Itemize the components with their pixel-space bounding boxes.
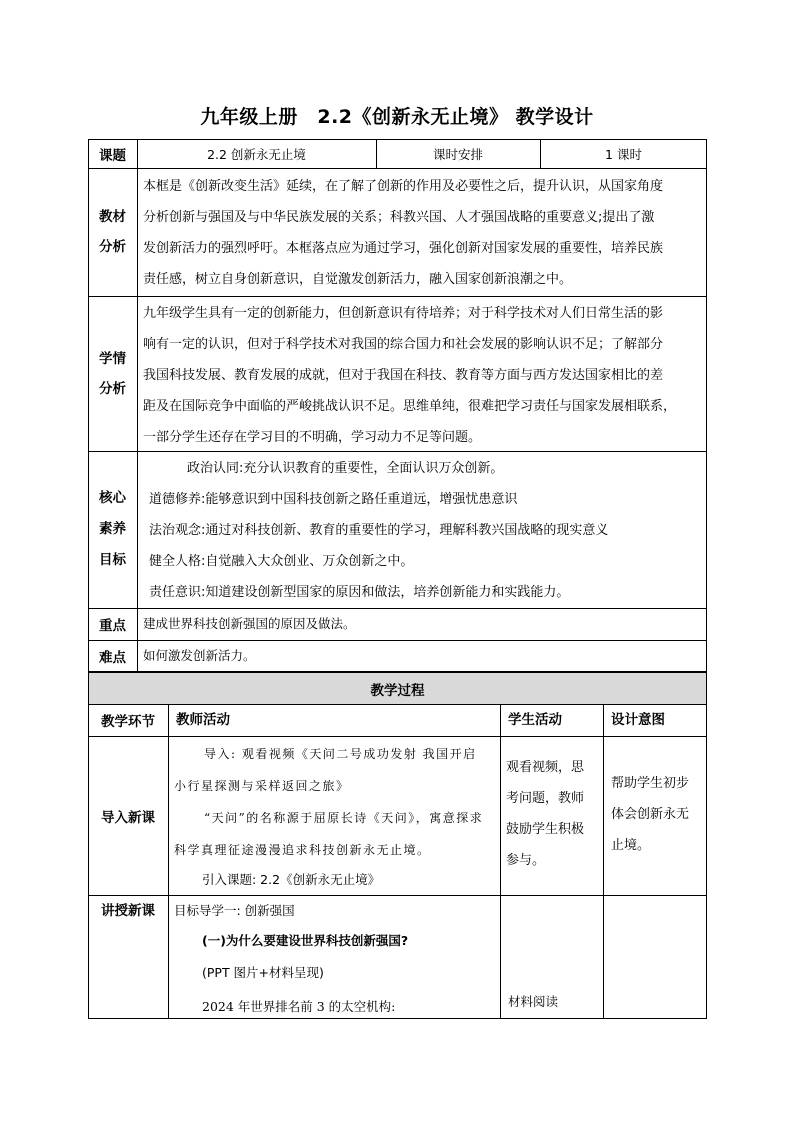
student-line: 响有一定的认识，但对于科学技术对我国的综合国力和社会发展的影响认识不足；了解部分: [143, 337, 664, 352]
col-header-intent: 设计意图: [611, 712, 665, 728]
material-line: 本框是《创新改变生活》延续，在了解了创新的作用及必要性之后，提升认识，从国家角度: [143, 179, 664, 194]
material-analysis-text: [143, 171, 703, 295]
key-point-text: 建成世界科技创新强国的原因及做法。: [143, 616, 356, 631]
material-label-1: 教材: [99, 209, 126, 225]
col-header-student: 学生活动: [508, 712, 562, 728]
student-line: 距及在国际竞争中面临的严峻挑战认识不足。思维单纯，很难把学习责任与国家发展相联系，: [143, 399, 677, 414]
key-point-label: 重点: [99, 618, 126, 634]
intro-intent-line: 止境。: [611, 838, 651, 853]
student-analysis-label: [88, 296, 137, 451]
col-header-teacher: 教师活动: [176, 712, 230, 728]
process-header: 教学过程: [89, 673, 706, 704]
intro-student-line: 考问题，教师: [506, 791, 585, 806]
goal-line: 道德修养:能够意识到中国科技创新之路任重道远，增强忧患意识: [149, 492, 518, 507]
lecture-teacher-activity: [174, 897, 499, 1025]
intro-teacher-line: 小行星探测与采样返回之旅》: [174, 779, 350, 793]
intro-student-activity: [506, 752, 600, 876]
document-title: 九年级上册 2.2《创新永无止境》 教学设计: [200, 106, 594, 128]
col-header-stage: 教学环节: [101, 714, 155, 730]
student-label-2: 分析: [99, 380, 126, 397]
core-goals-label: [88, 451, 137, 608]
goals-label-2: 素养: [99, 521, 126, 537]
student-line: 我国科技发展、教育发展的成就，但对于我国在科技、教育等方面与西方发达国家相比的差: [143, 368, 664, 383]
material-analysis-label: [88, 168, 137, 296]
schedule-value: 1 课时: [605, 146, 642, 162]
lecture-teacher-line: 目标导学一: 创新强国: [174, 903, 295, 918]
student-line: 九年级学生具有一定的创新能力，但创新意识有待培养；对于科学技术对人们日常生活的影: [143, 306, 664, 321]
goal-line: 责任意识:知道建设创新型国家的原因和做法，培养创新能力和实践能力。: [149, 585, 570, 600]
intro-student-line: 参与。: [506, 853, 546, 868]
goals-label-3: 目标: [99, 552, 126, 568]
intro-teacher-line: 导入: 观看视频《天问二号成功发射 我国开启: [204, 747, 477, 761]
lecture-student-activity: 材料阅读: [508, 994, 559, 1009]
intro-teacher-line: 科学真理征途漫漫追求科技创新永无止境。: [174, 843, 431, 857]
core-goals-text: [143, 453, 703, 608]
topic-label: 课题: [99, 147, 126, 164]
student-analysis-text: [143, 298, 703, 453]
lecture-teacher-line: (PPT 图片+材料呈现): [202, 965, 324, 980]
intro-teacher-line: 引入课题: 2.2《创新永无止境》: [202, 872, 381, 887]
intro-teacher-line: “天问”的名称源于屈原长诗《天问》，寓意探求: [204, 811, 484, 825]
intro-teacher-activity: [172, 738, 497, 894]
material-label-2: 分析: [99, 239, 126, 255]
intro-student-line: 观看视频，思: [506, 760, 585, 775]
intro-intent-line: 帮助学生初步: [611, 776, 690, 791]
goal-line: 健全人格:自觉融入大众创业、万众创新之中。: [149, 554, 414, 569]
student-label-1: 学情: [99, 350, 126, 367]
material-line: 分析创新与强国及与中华民族发展的关系；科教兴国、人才强国战略的重要意义;提出了激: [143, 210, 655, 225]
difficulty-text: 如何激发创新活力。: [143, 648, 256, 663]
difficulty-label: 难点: [99, 650, 126, 666]
goals-label-1: 核心: [99, 490, 126, 506]
intro-intent-line: 体会创新永无: [611, 807, 690, 822]
lecture-stage: 讲授新课: [101, 903, 155, 919]
goal-line: 政治认同:充分认识教育的重要性，全面认识万众创新。: [187, 461, 504, 476]
student-line: 一部分学生还存在学习目的不明确，学习动力不足等问题。: [143, 430, 482, 445]
intro-stage: 导入新课: [101, 809, 155, 826]
goal-line: 法治观念:通过对科技创新、教育的重要性的学习，理解科教兴国战略的现实意义: [149, 523, 609, 538]
lecture-teacher-line: (一)为什么要建设世界科技创新强国?: [202, 933, 409, 948]
intro-student-line: 鼓励学生积极: [506, 822, 585, 837]
material-line: 发创新活力的强烈呼吁。本框落点应为通过学习，强化创新对国家发展的重要性，培养民族: [143, 241, 664, 256]
lecture-teacher-line: 2024 年世界排名前 3 的太空机构:: [202, 999, 396, 1014]
intro-design-intent: [611, 768, 705, 861]
topic-value: 2.2 创新永无止境: [207, 146, 306, 162]
schedule-label: 课时安排: [432, 146, 483, 162]
material-line: 责任感，树立自身创新意识，自觉激发创新活力，融入国家创新浪潮之中。: [143, 272, 573, 287]
